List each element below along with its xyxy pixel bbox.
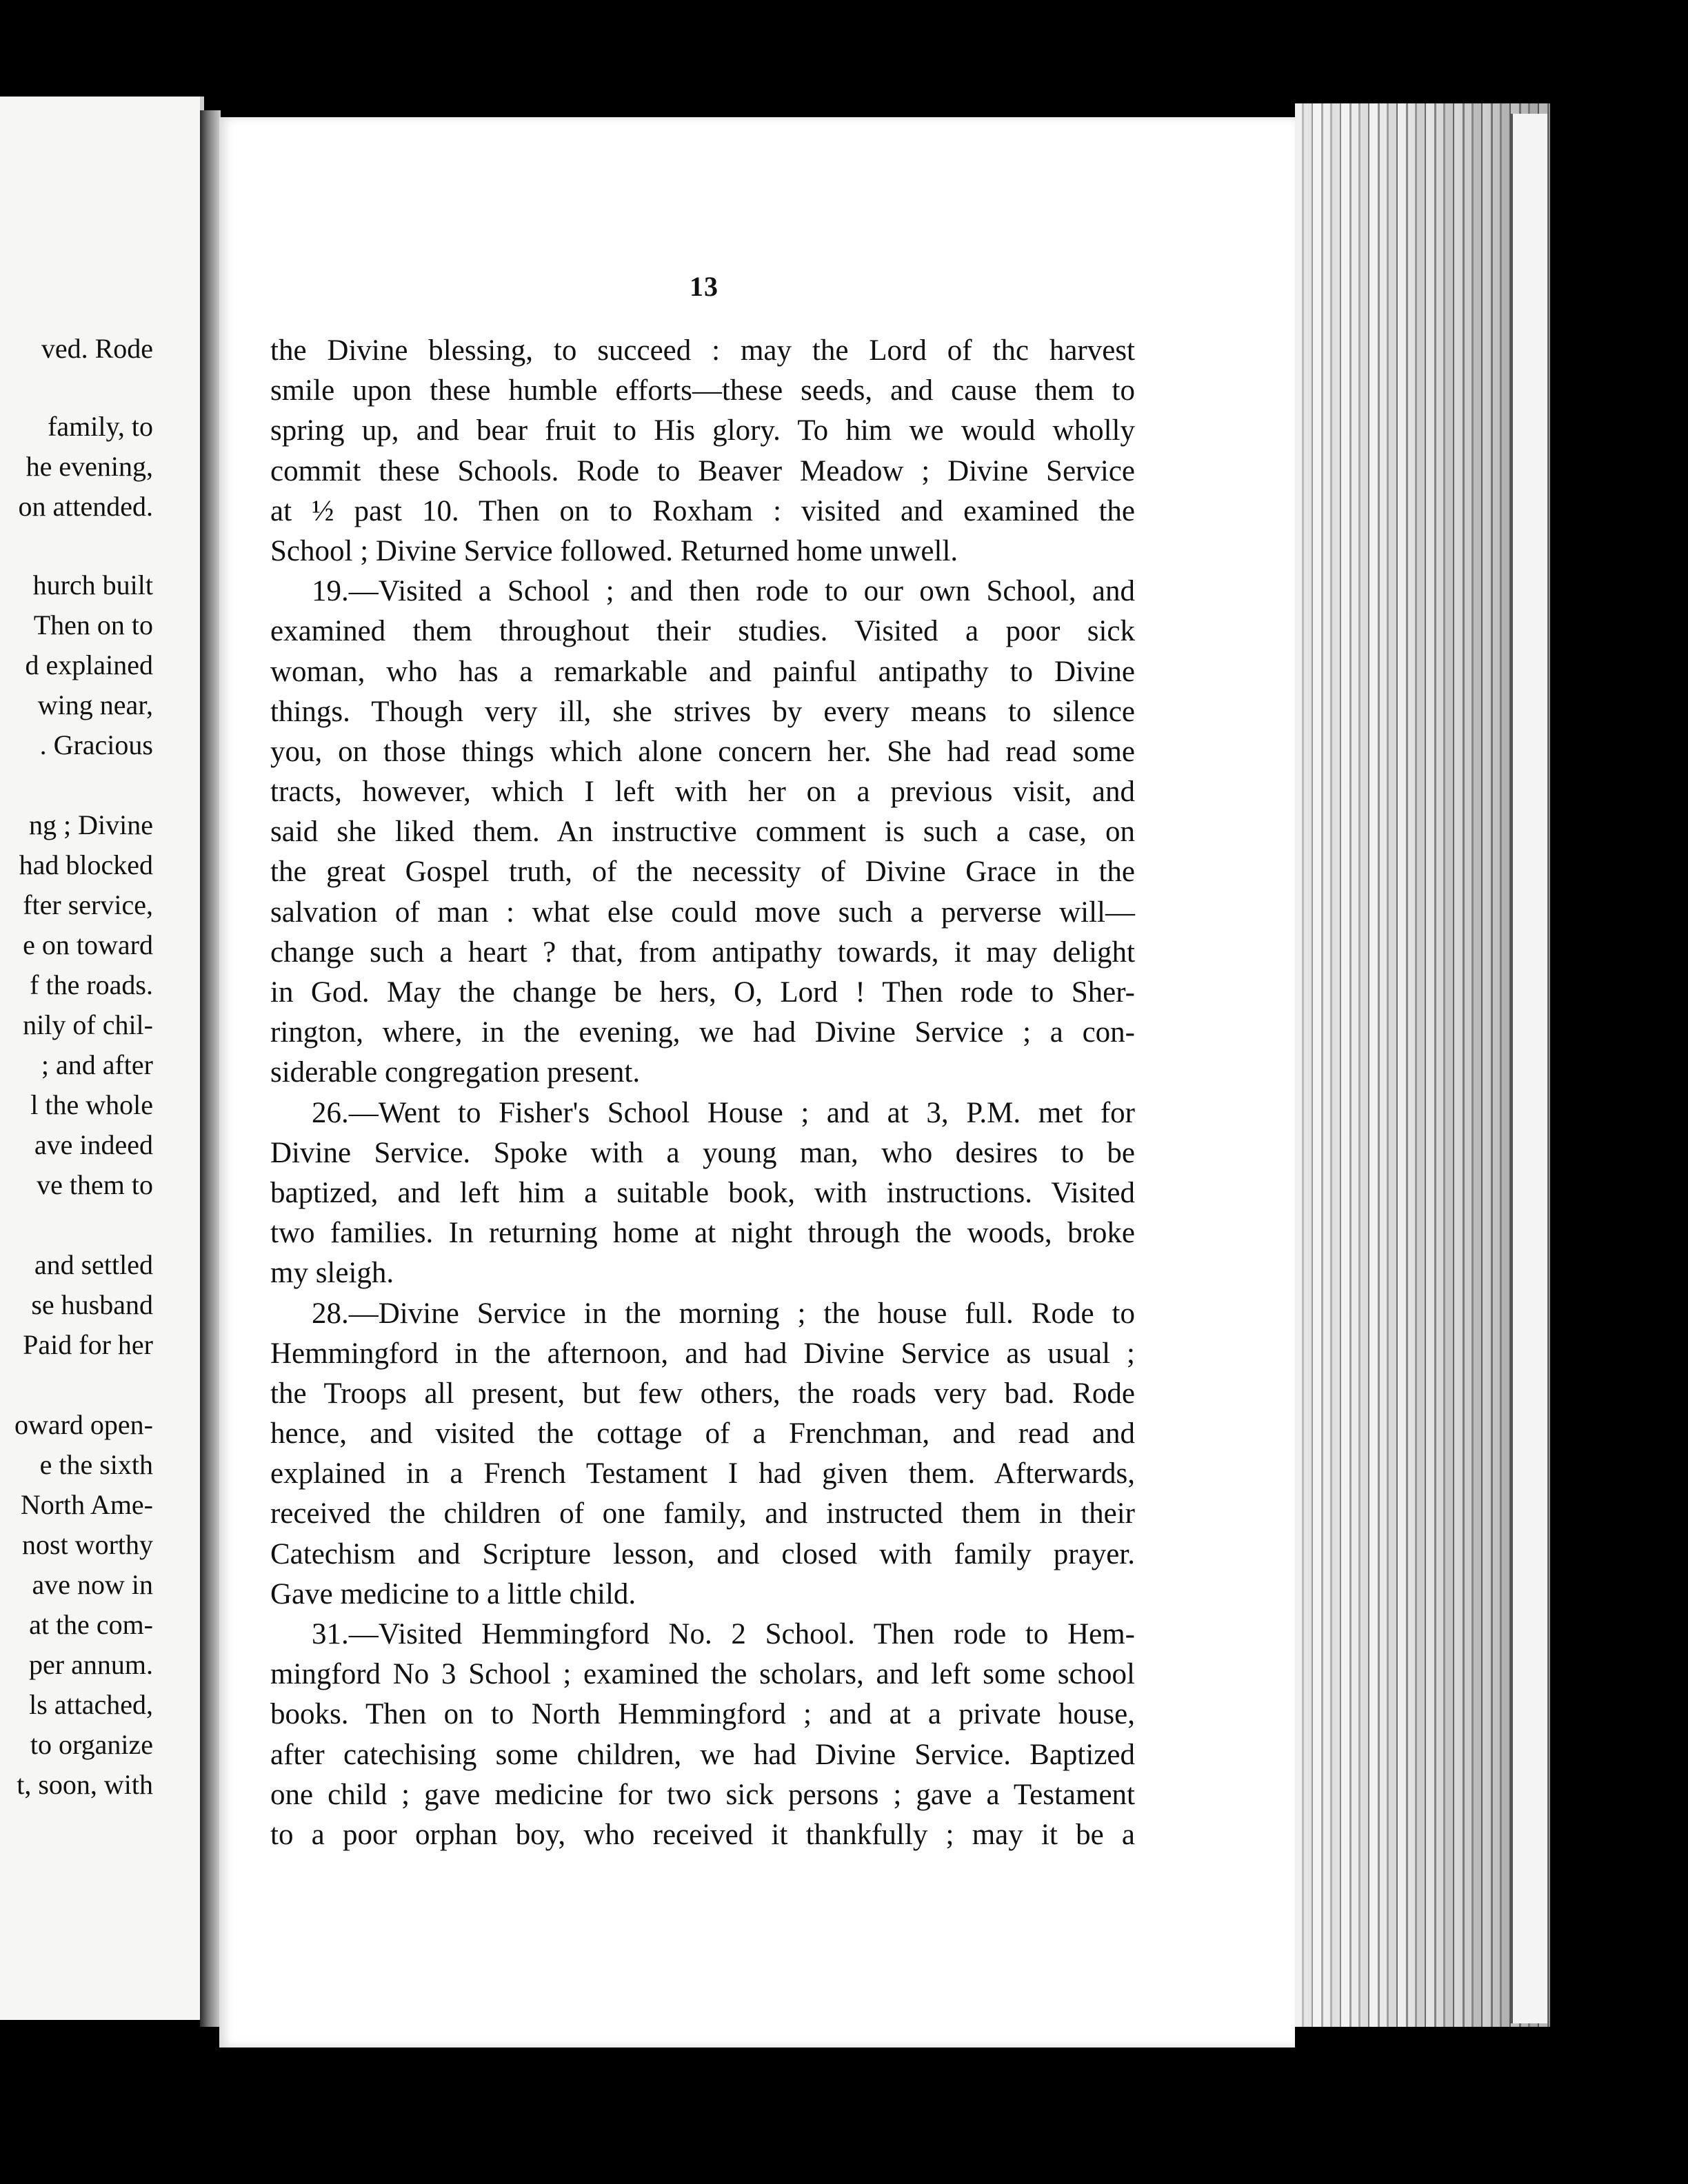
text-line: Paid for her [23, 1329, 153, 1360]
text-line: rington, where, in the evening, we had Divine Service ; a con- [270, 1016, 1135, 1049]
text-line: commit these Schools. Rode to Beaver Meadow ; Divine Service [270, 454, 1135, 487]
text-line: oward open- [14, 1409, 153, 1440]
text-line: e the sixth [39, 1449, 153, 1480]
text-line: the great Gospel truth, of the necessity of Divine Grace in the [270, 856, 1135, 889]
text-line: change such a heart ? that, from antipathy towards, it may delight [270, 936, 1135, 969]
text-line: received the children of one family, and instructed them in their [270, 1497, 1135, 1530]
text-line: f the roads. [30, 969, 153, 1000]
text-line: nily of chil- [23, 1009, 153, 1040]
text-line: ave indeed [34, 1129, 153, 1160]
text-line: had blocked [19, 849, 153, 880]
text-line: siderable congregation present. [270, 1056, 641, 1089]
text-line: at ½ past 10. Then on to Roxham : visited and examined the [270, 494, 1135, 527]
text-line: to organize [30, 1729, 153, 1760]
text-line: Hemmingford in the afternoon, and had Divine Service as usual ; [270, 1337, 1135, 1370]
text-line: . Gracious [39, 729, 153, 760]
text-line: my sleigh. [270, 1257, 394, 1290]
entry-start-line: 26.—Went to Fisher's School House ; and at 3, P.M. met for [312, 1096, 1135, 1129]
text-line: tracts, however, which I left with her on a previous visit, and [270, 776, 1135, 809]
text-line: the Divine blessing, to succeed : may the Lord of thc harvest [270, 334, 1135, 367]
text-line: Then on to [33, 609, 153, 640]
page-body-text [270, 331, 1135, 1855]
text-line: per annum. [29, 1649, 153, 1680]
text-line: baptized, and left him a suitable book, with instructions. Visited [270, 1176, 1135, 1209]
text-line: wing near, [37, 689, 153, 720]
text-line: he evening, [26, 451, 153, 482]
text-line: family, to [48, 411, 153, 442]
text-line: ; and after [41, 1049, 153, 1080]
text-line: nost worthy [22, 1529, 153, 1560]
entry-start-line: 31.—Visited Hemmingford No. 2 School. Then rode to Hem- [312, 1618, 1135, 1650]
text-line: the Troops all present, but few others, the roads very bad. Rode [270, 1377, 1135, 1410]
book-cover-edge [1510, 114, 1547, 2023]
text-line: North Ame- [20, 1489, 153, 1520]
text-line: to a poor orphan boy, who received it thankfully ; may it be a [270, 1818, 1135, 1851]
text-line: ved. Rode [41, 333, 153, 364]
text-line: books. Then on to North Hemmingford ; and at a private house, [270, 1698, 1135, 1731]
text-line: hurch built [32, 569, 153, 600]
text-line: t, soon, with [17, 1769, 153, 1800]
text-line: two families. In returning home at night through the woods, broke [270, 1217, 1135, 1250]
text-line: one child ; gave medicine for two sick persons ; gave a Testament [270, 1778, 1135, 1811]
text-line: d explained [25, 649, 153, 680]
text-line: se husband [31, 1289, 153, 1320]
text-line: Catechism and Scripture lesson, and closed with family prayer. [270, 1537, 1135, 1570]
text-line: School ; Divine Service followed. Returned home unwell. [270, 534, 958, 567]
text-line: spring up, and bear fruit to His glory. To him we would wholly [270, 414, 1135, 447]
text-line: l the whole [30, 1089, 153, 1120]
text-line: hence, and visited the cottage of a Frenchman, and read and [270, 1417, 1135, 1450]
text-line: ls attached, [29, 1689, 153, 1720]
entry-start-line: 19.—Visited a School ; and then rode to our own School, and [312, 575, 1135, 608]
text-line: ave now in [32, 1569, 153, 1600]
text-line: smile upon these humble efforts—these seeds, and cause them to [270, 374, 1135, 407]
text-line: Gave medicine to a little child. [270, 1577, 636, 1610]
text-line: explained in a French Testament I had given them. Afterwards, [270, 1457, 1135, 1490]
text-line: said she liked them. An instructive comment is such a case, on [270, 816, 1135, 849]
text-line: fter service, [23, 889, 153, 920]
text-line: things. Though very ill, she strives by every means to silence [270, 695, 1135, 728]
text-line: ng ; Divine [29, 809, 153, 840]
text-line: e on toward [23, 929, 153, 960]
text-line: Divine Service. Spoke with a young man, who desires to be [270, 1136, 1135, 1169]
text-line: after catechising some children, we had Divine Service. Baptized [270, 1738, 1135, 1771]
text-line: examined them throughout their studies. Visited a poor sick [270, 615, 1135, 648]
text-line: woman, who has a remarkable and painful antipathy to Divine [270, 655, 1135, 688]
text-line: and settled [34, 1249, 153, 1280]
text-line: on attended. [18, 491, 153, 522]
text-line: salvation of man : what else could move such a perverse will— [270, 896, 1135, 929]
text-line: ve them to [37, 1169, 153, 1200]
book-gutter [200, 110, 221, 2027]
text-line: mingford No 3 School ; examined the scholars, and left some school [270, 1658, 1135, 1691]
entry-start-line: 28.—Divine Service in the morning ; the house full. Rode to [312, 1297, 1135, 1330]
text-line: in God. May the change be hers, O, Lord ! Then rode to Sher- [270, 976, 1135, 1009]
previous-page-fragment [0, 97, 204, 2020]
page-number: 13 [690, 271, 719, 302]
text-line: you, on those things which alone concern her. She had read some [270, 735, 1135, 768]
text-line: at the com- [29, 1609, 153, 1640]
